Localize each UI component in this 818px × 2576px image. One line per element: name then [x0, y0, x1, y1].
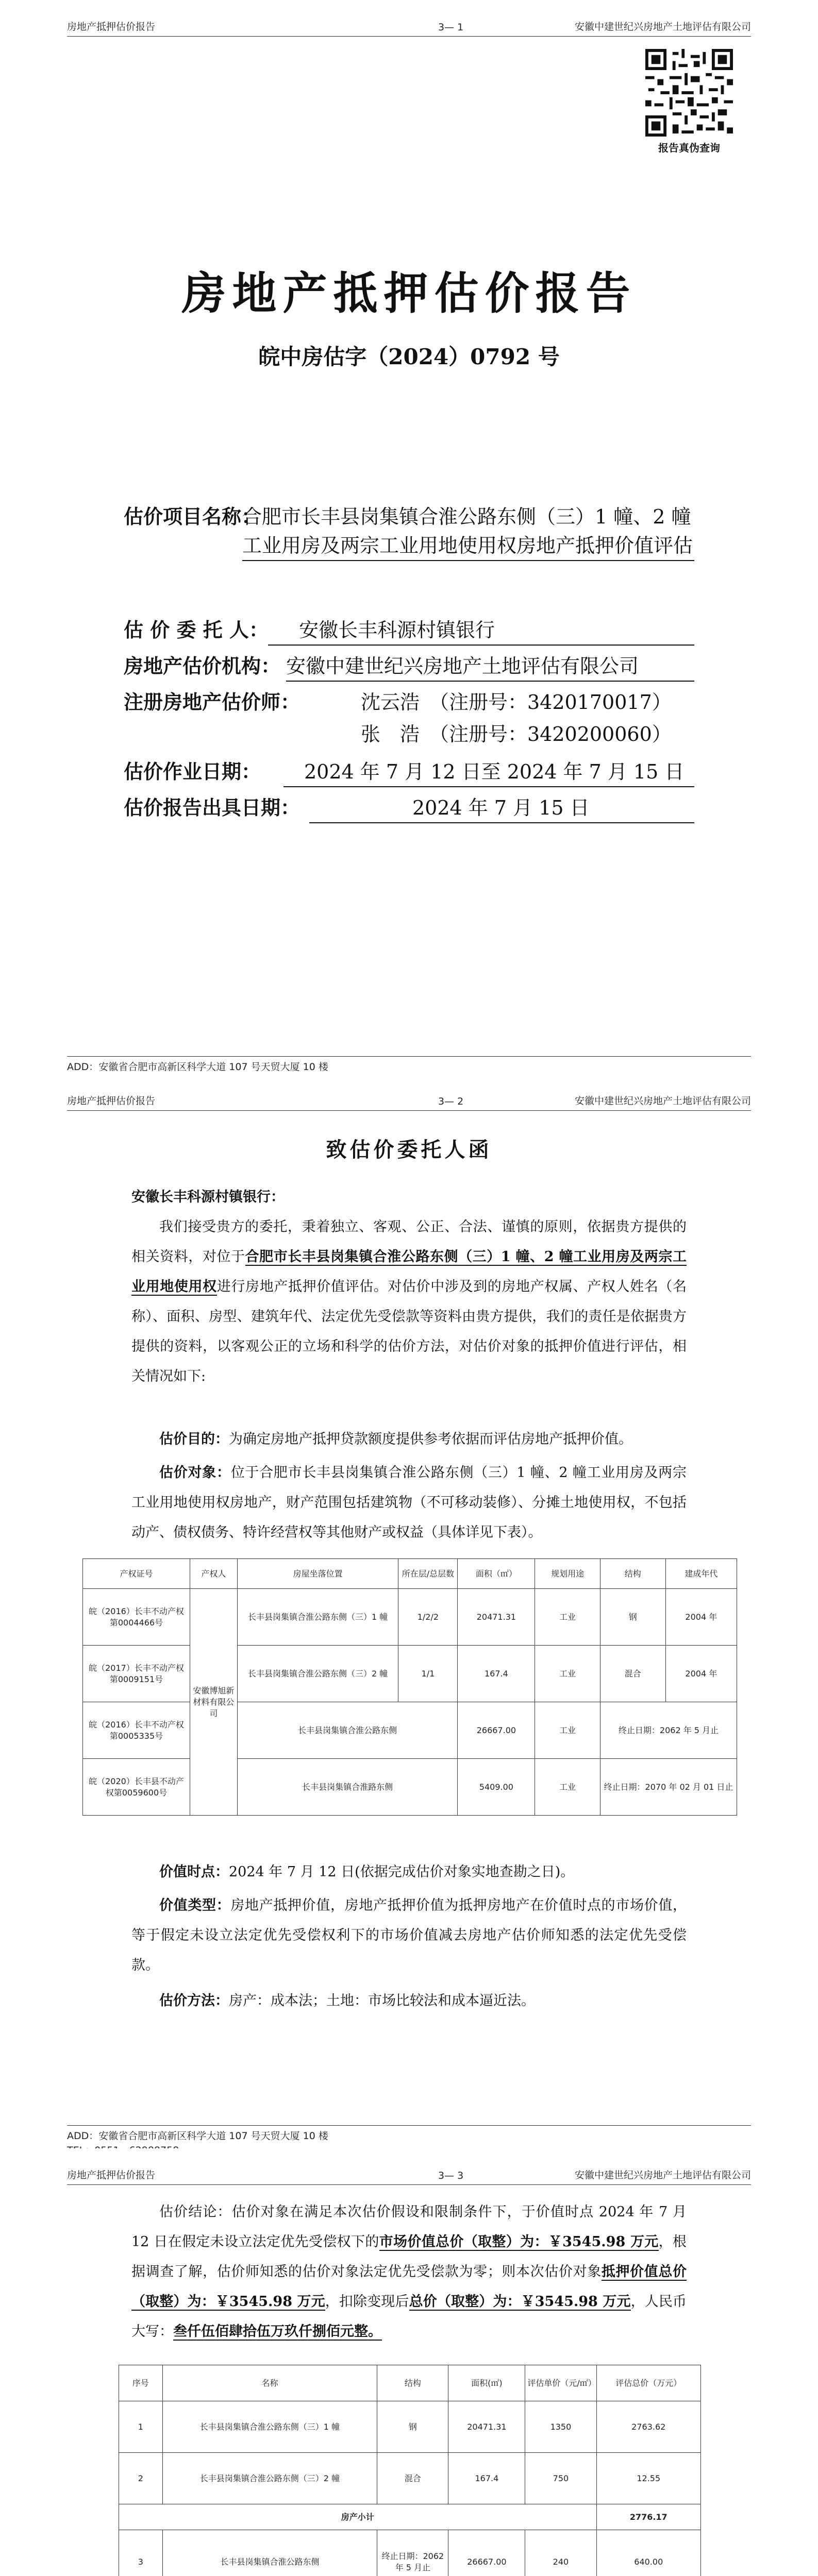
- usage: 工业: [535, 1759, 600, 1816]
- letter-p1-rest: 进行房地产抵押价值评估。对估价中涉及到的房地产权属、产权人姓名（名称）、面积、房型、建筑年代、法定优先受偿款等资料由贵方提供，我们的责任是依据贵方提供的资料，以客观公正的立场和科学的估价方法，对估价对象的抵押价值进行评估，相关情况如下:: [131, 1279, 687, 1384]
- footer-address: ADD：安徽省合肥市高新区科学大道 107 号天贸大厦 10 楼: [67, 1061, 328, 1073]
- cert-number: 皖（2017）长丰不动产权第0009151号: [83, 1646, 190, 1702]
- table-header-cell: 名称: [162, 2365, 377, 2401]
- structure: 钢: [600, 1589, 665, 1646]
- row-unit-price: 1350: [525, 2401, 596, 2453]
- header-left: 房地产抵押估价报告: [67, 2170, 156, 2181]
- row-name: 长丰县岗集镇合淮公路东侧（三）2 幢: [162, 2453, 377, 2504]
- area: 20471.31: [458, 1589, 535, 1646]
- object-paragraph: [131, 1458, 687, 1548]
- header-page-number: 3— 1: [438, 22, 464, 33]
- row-total: 12.55: [596, 2453, 700, 2504]
- object-label: 估价对象：: [159, 1465, 231, 1481]
- structure: 混合: [600, 1646, 665, 1702]
- agency-value: 安徽中建世纪兴房地产土地评估有限公司: [286, 652, 694, 682]
- table-header-row: [119, 2365, 701, 2401]
- table-header-cell: 结构: [377, 2365, 448, 2401]
- market-value: 市场价值总价（取整）为：￥3545.98 万元: [379, 2234, 659, 2250]
- table-row: [119, 2530, 701, 2576]
- table-row: [83, 1702, 737, 1759]
- floor: 1/2/2: [398, 1589, 458, 1646]
- table-header-cell: 面积(㎡): [448, 2365, 525, 2401]
- page-header: [67, 1095, 751, 1111]
- table-row: [83, 1646, 737, 1702]
- cert-number: 皖（2016）长丰不动产权第0005335号: [83, 1702, 190, 1759]
- location: 长丰县岗集镇合淮公路东侧（三）1 幢: [237, 1589, 398, 1646]
- row-index: 2: [119, 2453, 163, 2504]
- header-left: 房地产抵押估价报告: [67, 1095, 156, 1107]
- object-text: 位于合肥市长丰县岗集镇合淮公路东侧（三）1 幢、2 幢工业用房及两宗工业用地使用权房地产，财产范围包括建筑物（不可移动装修）、分摊土地使用权，不包括动产、债权债务、特许经营权等其他财产或权益（具体详见下表）。: [131, 1465, 687, 1540]
- usage: 工业: [535, 1702, 600, 1759]
- header-company: 安徽中建世纪兴房地产土地评估有限公司: [574, 2170, 751, 2181]
- realized-value: 总价（取整）为：￥3545.98 万元: [409, 2294, 631, 2310]
- agency-row: [124, 652, 694, 681]
- qr-code-icon[interactable]: [645, 49, 733, 137]
- row-area: 167.4: [448, 2453, 525, 2504]
- subtotal-house-label: 房产小计: [119, 2504, 597, 2530]
- document-number: 皖中房估字（2024）0792 号: [258, 344, 560, 369]
- property-table: [82, 1558, 737, 1816]
- owner-cell: 安徽博旭新材料有限公司: [190, 1589, 238, 1816]
- table-header-cell: 评估单价（元/㎡）: [525, 2365, 596, 2401]
- letter-p1-text: 我们接受贵方的委托，秉着独立、客观、公正、合法、谨慎的原则，依据贵方提供的相关资料，对位于: [131, 1219, 687, 1265]
- table-header-cell: 房屋坐落位置: [237, 1559, 398, 1589]
- value-type-paragraph: [131, 1891, 687, 1980]
- usage: 工业: [535, 1589, 600, 1646]
- row-index: 3: [119, 2530, 163, 2576]
- work-date-label: 估价作业日期：: [124, 760, 261, 783]
- row-structure: 混合: [377, 2453, 448, 2504]
- term: 终止日期：2070 年 02 月 01 日止: [600, 1759, 737, 1816]
- letter-p1-object: 合肥市长丰县岗集镇合淮公路东侧（三）1 幢、2 幢工业用房及两宗工业用地使用权: [131, 1249, 687, 1295]
- method-paragraph: [131, 1986, 687, 2016]
- table-header-cell: 产权证号: [83, 1559, 190, 1589]
- cert-number: 皖（2020）长丰县不动产权第0059600号: [83, 1759, 190, 1816]
- page-header: [67, 2169, 751, 2185]
- value-date-text: 2024 年 7 月 12 日(依据完成估价对象实地查勘之日)。: [229, 1864, 575, 1880]
- row-unit-price: 240: [525, 2530, 596, 2576]
- location: 长丰县岗集镇合淮公路东侧: [237, 1702, 458, 1759]
- header-page-number: 3— 3: [438, 2170, 464, 2181]
- header-page-number: 3— 2: [438, 1096, 464, 1107]
- value-type-label: 价值类型：: [159, 1897, 231, 1913]
- table-row: [119, 2453, 701, 2504]
- table-header-cell: 序号: [119, 2365, 163, 2401]
- client-label: 估 价 委 托 人：: [124, 618, 269, 641]
- conclusion-e: ，扣除变现后: [325, 2294, 409, 2310]
- table-header-cell: 所在层/总层数: [398, 1559, 458, 1589]
- conclusion-c: ，根据调查了解，估价师知悉的估价对象法定优先受偿款为零；则本次估价对象: [131, 2234, 687, 2280]
- letter-paragraph-1: [131, 1212, 687, 1392]
- row-name: 长丰县岗集镇合淮公路东侧（三）1 幢: [162, 2401, 377, 2453]
- letter-salutation: 安徽长丰科源村镇银行：: [131, 1189, 285, 1205]
- page-cover: [0, 0, 818, 1074]
- issue-date-row: [124, 793, 694, 822]
- project-name-value: 合肥市长丰县岗集镇合淮公路东侧（三）1 幢、2 幢工业用房及两宗工业用地使用权房地产抵押价值评估: [242, 502, 694, 561]
- page-letter: [0, 1074, 818, 2148]
- area: 5409.00: [458, 1759, 535, 1816]
- appraiser-row: [124, 688, 694, 750]
- header-company: 安徽中建世纪兴房地产土地评估有限公司: [574, 1095, 751, 1107]
- project-name-row: [124, 502, 694, 590]
- valuation-table: [119, 2365, 701, 2576]
- table-header-row: [83, 1559, 737, 1589]
- table-row: [119, 2401, 701, 2453]
- built-year: 2004 年: [665, 1589, 737, 1646]
- row-area: 20471.31: [448, 2401, 525, 2453]
- row-total: 640.00: [596, 2530, 700, 2576]
- term: 终止日期：2062 年 5 月止: [600, 1702, 737, 1759]
- table-header-cell: 产权人: [190, 1559, 238, 1589]
- row-index: 1: [119, 2401, 163, 2453]
- table-header-cell: 面积（㎡）: [458, 1559, 535, 1589]
- floor: 1/1: [398, 1646, 458, 1702]
- table-row: [83, 1759, 737, 1816]
- location: 长丰县岗集镇合淮路东侧: [237, 1759, 458, 1816]
- row-total: 2763.62: [596, 2401, 700, 2453]
- page-result: [0, 2148, 818, 2576]
- value-in-words: 叁仟伍佰肆拾伍万玖仟捌佰元整。: [173, 2324, 382, 2340]
- header-company: 安徽中建世纪兴房地产土地评估有限公司: [574, 21, 751, 32]
- conclusion-a: 估价结论：估价对象在满足本次估价假设和限制条件下，于价值时点 2024 年 7 月 12 日在假定未设立法定优先受偿权下的: [131, 2204, 687, 2250]
- location: 长丰县岗集镇合淮公路东侧（三）2 幢: [237, 1646, 398, 1702]
- appraiser-1: 沈云浩 （注册号：3420170017）: [361, 691, 672, 714]
- client-value: 安徽长丰科源村镇银行: [268, 616, 694, 646]
- appraiser-label: 注册房地产估价师：: [124, 690, 301, 714]
- work-date-row: [124, 757, 694, 786]
- value-date-label: 价值时点：: [159, 1864, 229, 1880]
- table-header-cell: 结构: [600, 1559, 665, 1589]
- qr-code-block[interactable]: [638, 49, 741, 155]
- appraiser-2: 张 浩 （注册号：3420200060）: [361, 723, 672, 745]
- table-header-cell: 规划用途: [535, 1559, 600, 1589]
- client-row: [124, 616, 694, 645]
- agency-label: 房地产估价机构：: [124, 654, 281, 677]
- project-name-label: 估价项目名称：: [124, 505, 261, 528]
- report-title: 房地产抵押估价报告: [181, 267, 637, 319]
- row-unit-price: 750: [525, 2453, 596, 2504]
- table-header-cell: 评估总价（万元）: [596, 2365, 700, 2401]
- row-structure: 钢: [377, 2401, 448, 2453]
- value-date-paragraph: [131, 1857, 687, 1887]
- work-date-value: 2024 年 7 月 12 日至 2024 年 7 月 15 日: [283, 757, 694, 787]
- header-left: 房地产抵押估价报告: [67, 21, 156, 32]
- area: 26667.00: [458, 1702, 535, 1759]
- purpose-text: 为确定房地产抵押贷款额度提供参考依据而评估房地产抵押价值。: [229, 1431, 632, 1447]
- row-name: 长丰县岗集镇合淮公路东侧: [162, 2530, 377, 2576]
- mortgage-value: 抵押价值总价（取整）为：￥3545.98 万元: [131, 2264, 687, 2310]
- conclusion-g: ，人民币大写：: [131, 2294, 687, 2340]
- value-type-text: 房地产抵押价值，房地产抵押价值为抵押房地产在价值时点的市场价值，等于假定未设立法定优先受偿权利下的市场价值减去房地产估价师知悉的法定优先受偿款。: [131, 1897, 687, 1973]
- purpose-label: 估价目的：: [159, 1431, 229, 1447]
- conclusion-paragraph: [131, 2197, 687, 2347]
- table-row: [83, 1589, 737, 1646]
- table-header-cell: 建成年代: [665, 1559, 737, 1589]
- row-term: 终止日期：2062 年 5 月止: [377, 2530, 448, 2576]
- cert-number: 皖（2016）长丰不动产权第0004466号: [83, 1589, 190, 1646]
- built-year: 2004 年: [665, 1646, 737, 1702]
- letter-title: 致估价委托人函: [326, 1138, 492, 1162]
- usage: 工业: [535, 1646, 600, 1702]
- footer-address: ADD：安徽省合肥市高新区科学大道 107 号天贸大厦 10 楼: [67, 2130, 328, 2142]
- row-area: 26667.00: [448, 2530, 525, 2576]
- method-label: 估价方法：: [159, 1993, 229, 2009]
- purpose-paragraph: [131, 1425, 687, 1454]
- subtotal-row: [119, 2504, 701, 2530]
- subtotal-house-value: 2776.17: [596, 2504, 700, 2530]
- issue-date-value: 2024 年 7 月 15 日: [309, 793, 694, 823]
- issue-date-label: 估价报告出具日期：: [124, 796, 301, 819]
- qr-caption: 报告真伪查询: [658, 142, 720, 154]
- method-text: 房产：成本法；土地：市场比较法和成本逼近法。: [229, 1993, 535, 2009]
- area: 167.4: [458, 1646, 535, 1702]
- page-header: [67, 21, 751, 37]
